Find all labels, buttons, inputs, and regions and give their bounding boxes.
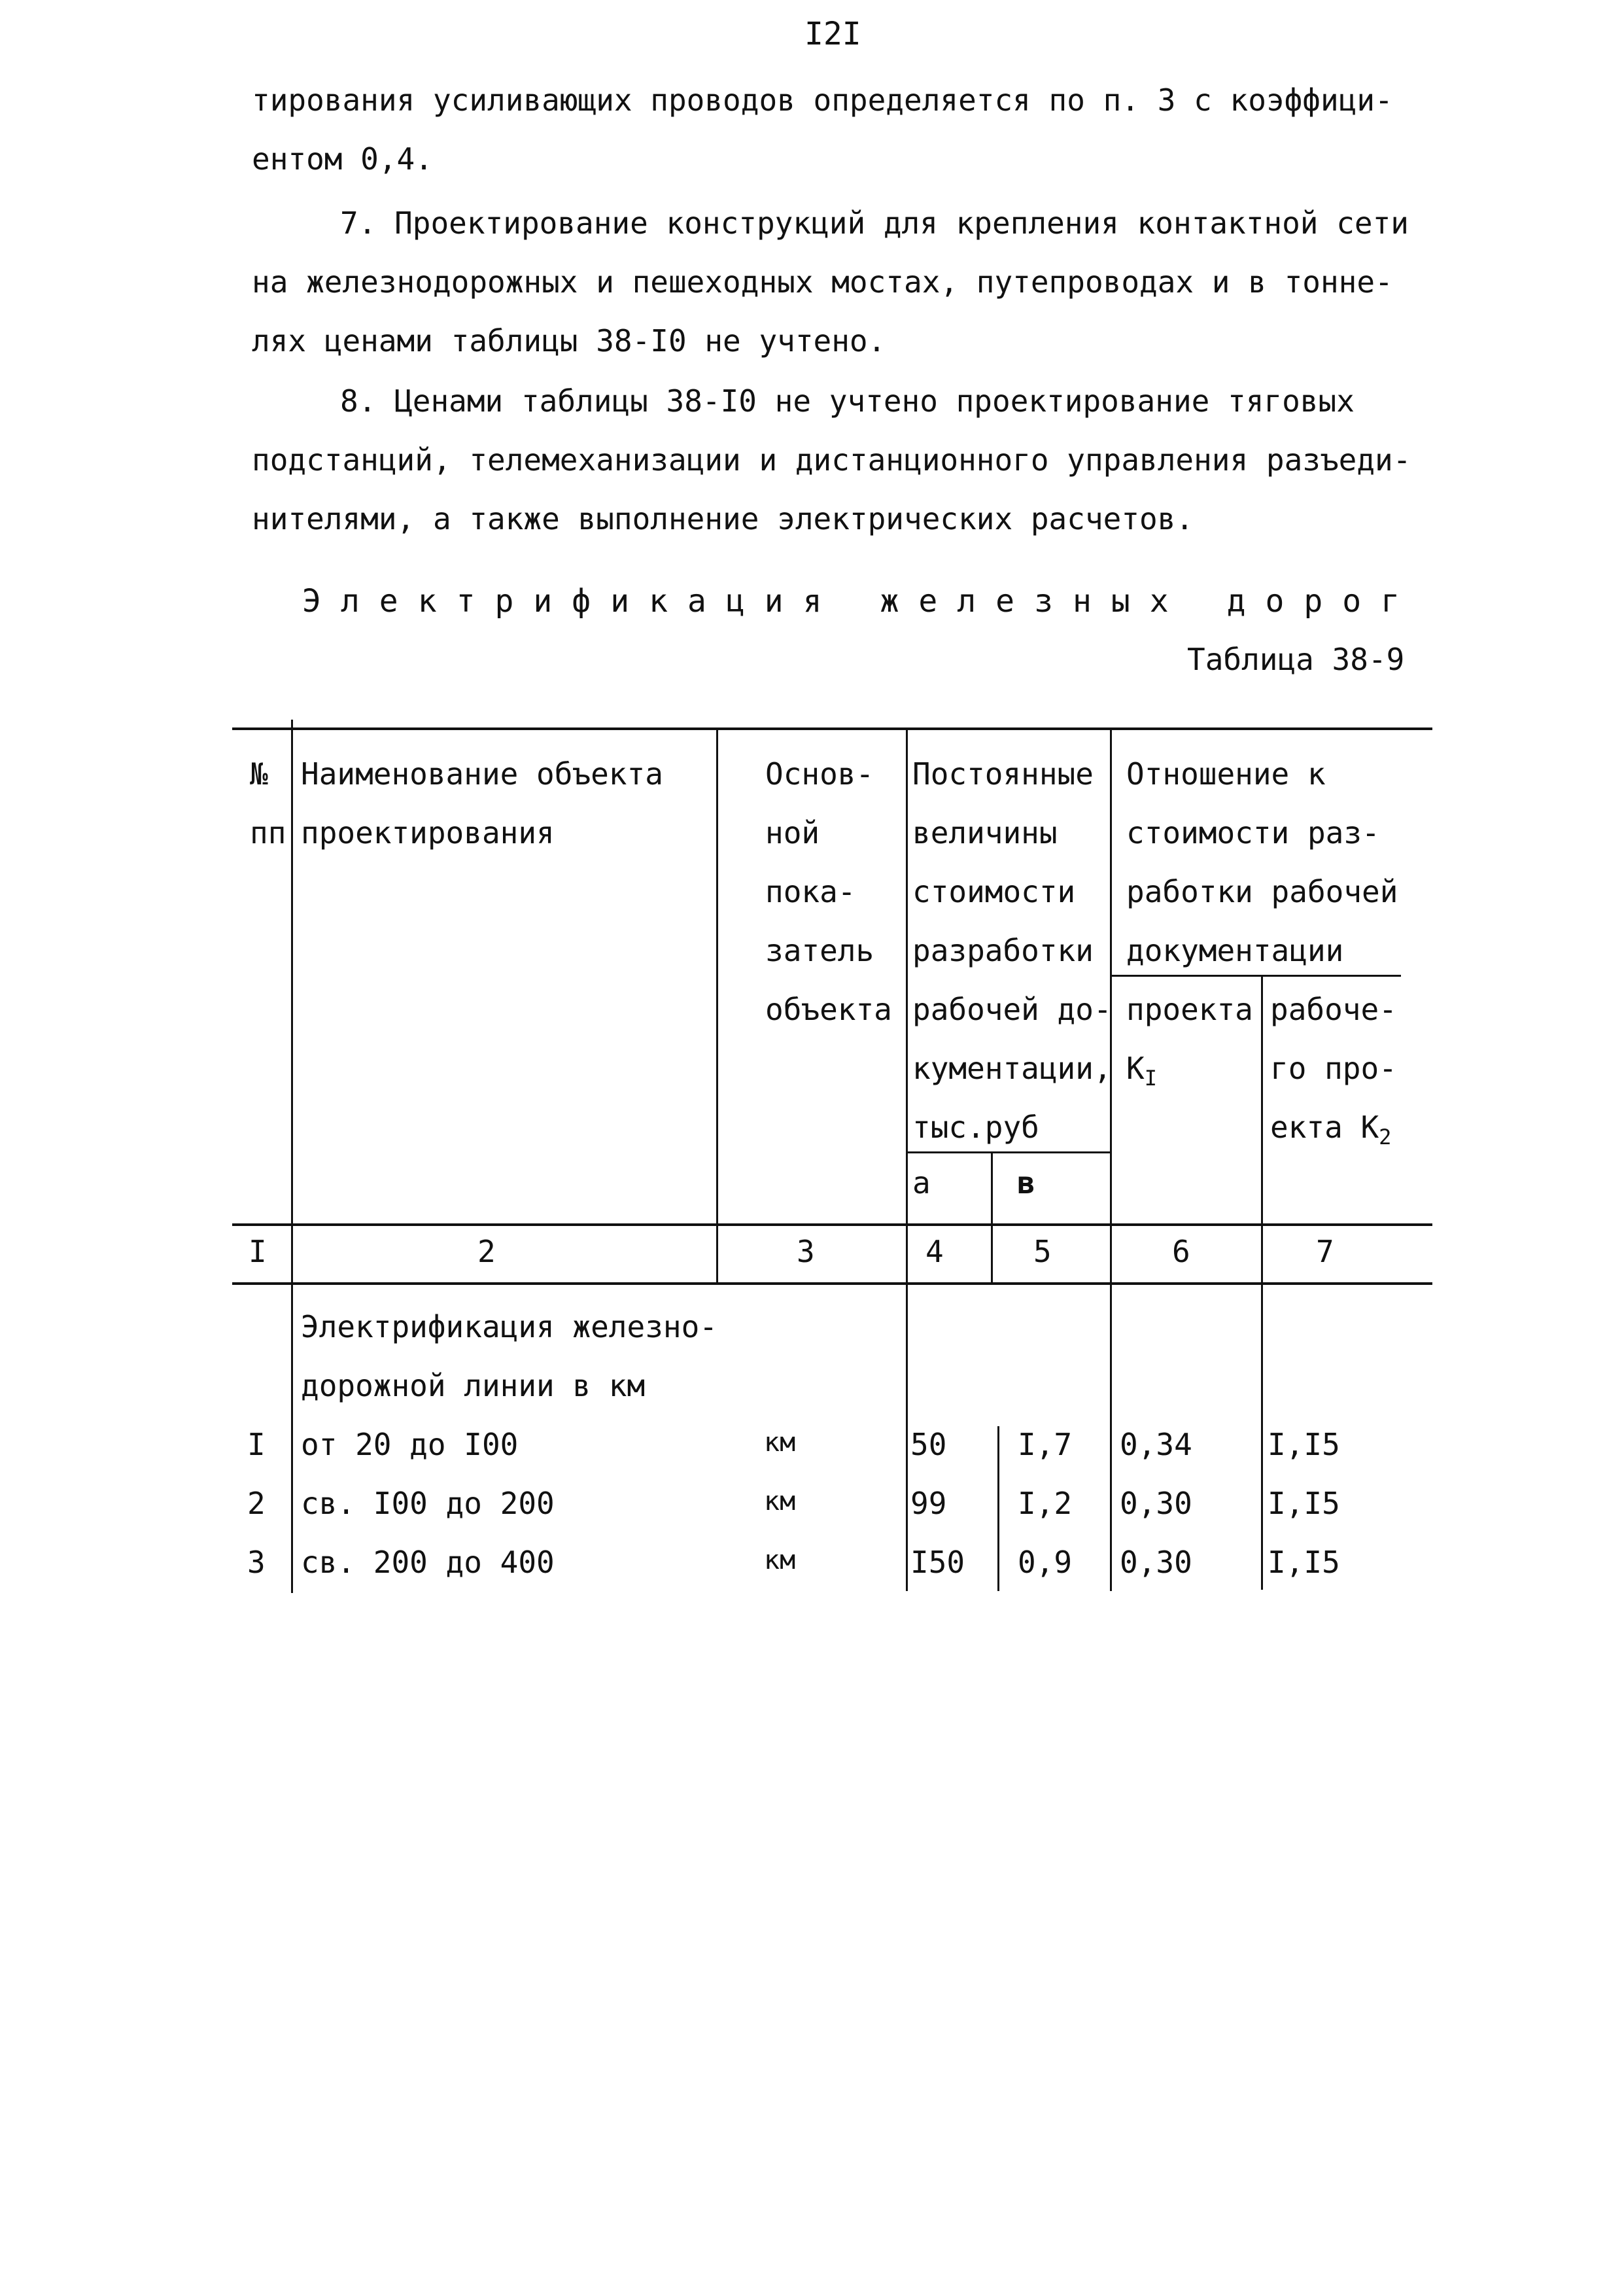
header-name-line2: проектирования bbox=[301, 815, 555, 850]
header-constants-line: стоимости bbox=[912, 874, 1076, 909]
row-k1: 0,30 bbox=[1120, 1545, 1192, 1580]
header-num-line1: № bbox=[250, 756, 268, 792]
row-b: 0,9 bbox=[1018, 1545, 1073, 1580]
header-ratio-line: стоимости раз- bbox=[1126, 815, 1380, 850]
row-num: I bbox=[247, 1427, 266, 1462]
row-k2: I,I5 bbox=[1268, 1427, 1340, 1462]
column-number: 4 bbox=[925, 1234, 944, 1269]
col-divider bbox=[291, 720, 293, 1593]
row-name: св. I00 до 200 bbox=[301, 1486, 555, 1521]
header-ratio-line: Отношение к bbox=[1126, 756, 1326, 792]
paragraph-line: нителями, а также выполнение электрических расчетов. bbox=[252, 501, 1194, 536]
header-ratio-line: документации bbox=[1126, 933, 1344, 968]
row-k2: I,I5 bbox=[1268, 1486, 1340, 1521]
header-constants-line: рабочей до- bbox=[912, 992, 1112, 1027]
header-working-line2: го про- bbox=[1270, 1051, 1397, 1086]
row-k2: I,I5 bbox=[1268, 1545, 1340, 1580]
column-number: 3 bbox=[797, 1234, 815, 1269]
row-k1: 0,30 bbox=[1120, 1486, 1192, 1521]
header-constants-line: разработки bbox=[912, 933, 1094, 968]
column-number: 5 bbox=[1033, 1234, 1052, 1269]
row-b: I,2 bbox=[1018, 1486, 1073, 1521]
column-number: 6 bbox=[1172, 1234, 1190, 1269]
row-a: 50 bbox=[910, 1427, 947, 1462]
header-project-line1: проекта bbox=[1126, 992, 1253, 1027]
row-num: 3 bbox=[247, 1545, 266, 1580]
row-name: св. 200 до 400 bbox=[301, 1545, 555, 1580]
header-indicator-line: Основ- bbox=[765, 756, 874, 792]
row-num: 2 bbox=[247, 1486, 266, 1521]
header-sub-a: а bbox=[912, 1165, 931, 1200]
row-unit: км bbox=[764, 1545, 796, 1575]
header-project-k1: $К_I$ bbox=[1126, 1051, 1157, 1091]
table-subheader-rule bbox=[906, 1151, 1110, 1153]
col-divider bbox=[716, 727, 718, 1282]
header-constants-line: величины bbox=[912, 815, 1058, 850]
paragraph-line: лях ценами таблицы 38-I0 не учтено. bbox=[252, 323, 886, 359]
header-indicator-line: затель bbox=[765, 933, 874, 968]
header-indicator-line: пока- bbox=[765, 874, 856, 909]
header-constants-line: тыс.руб bbox=[912, 1110, 1039, 1145]
paragraph-line: 8. Ценами таблицы 38-I0 не учтено проектирование тяговых bbox=[340, 383, 1355, 419]
paragraph-line: на железнодорожных и пешеходных мостах, путепроводах и в тонне- bbox=[252, 264, 1393, 300]
page-number: I2I bbox=[804, 16, 861, 52]
col-divider bbox=[1261, 975, 1263, 1590]
row-a: 99 bbox=[910, 1486, 947, 1521]
table-column-number-border bbox=[232, 1282, 1432, 1285]
column-number: 7 bbox=[1316, 1234, 1334, 1269]
col-divider bbox=[991, 1151, 993, 1282]
header-working-line1: рабоче- bbox=[1270, 992, 1397, 1027]
header-sub-b: в bbox=[1017, 1165, 1035, 1200]
header-name-line1: Наименование объекта bbox=[301, 756, 663, 792]
paragraph-line: тирования усиливающих проводов определяется по п. 3 с коэффици- bbox=[252, 82, 1393, 118]
column-number: I bbox=[249, 1234, 267, 1269]
col-divider bbox=[906, 727, 908, 1591]
col-divider bbox=[1110, 727, 1112, 1591]
row-unit: км bbox=[764, 1486, 796, 1516]
table-header-bottom-border bbox=[232, 1223, 1432, 1226]
row-a: I50 bbox=[910, 1545, 965, 1580]
header-indicator-line: объекта bbox=[765, 992, 892, 1027]
paragraph-line: 7. Проектирование конструкций для крепления контактной сети bbox=[340, 205, 1409, 241]
group-title-line2: дорожной линии в км bbox=[301, 1368, 646, 1403]
row-k1: 0,34 bbox=[1120, 1427, 1192, 1462]
paragraph-line: ентом 0,4. bbox=[252, 141, 433, 177]
header-indicator-line: ной bbox=[765, 815, 820, 850]
row-name: от 20 до I00 bbox=[301, 1427, 519, 1462]
header-ratio-line: работки рабочей bbox=[1126, 874, 1398, 909]
table-top-border bbox=[232, 727, 1432, 730]
header-constants-line: Постоянные bbox=[912, 756, 1094, 792]
section-title: Электрификация железных дорог bbox=[302, 583, 1420, 620]
column-number: 2 bbox=[477, 1234, 496, 1269]
col-divider bbox=[997, 1426, 999, 1591]
header-working-k2: екта $К_2$ bbox=[1270, 1110, 1392, 1149]
header-constants-line: кументации, bbox=[912, 1051, 1112, 1086]
row-unit: км bbox=[764, 1428, 796, 1458]
header-num-line2: пп bbox=[250, 815, 286, 850]
paragraph-line: подстанций, телемеханизации и дистанционного управления разъеди- bbox=[252, 442, 1411, 478]
table-label: Таблица 38-9 bbox=[1187, 642, 1405, 677]
group-title-line1: Электрификация железно- bbox=[301, 1309, 717, 1344]
row-b: I,7 bbox=[1018, 1427, 1073, 1462]
table-subheader-rule bbox=[1110, 975, 1401, 977]
